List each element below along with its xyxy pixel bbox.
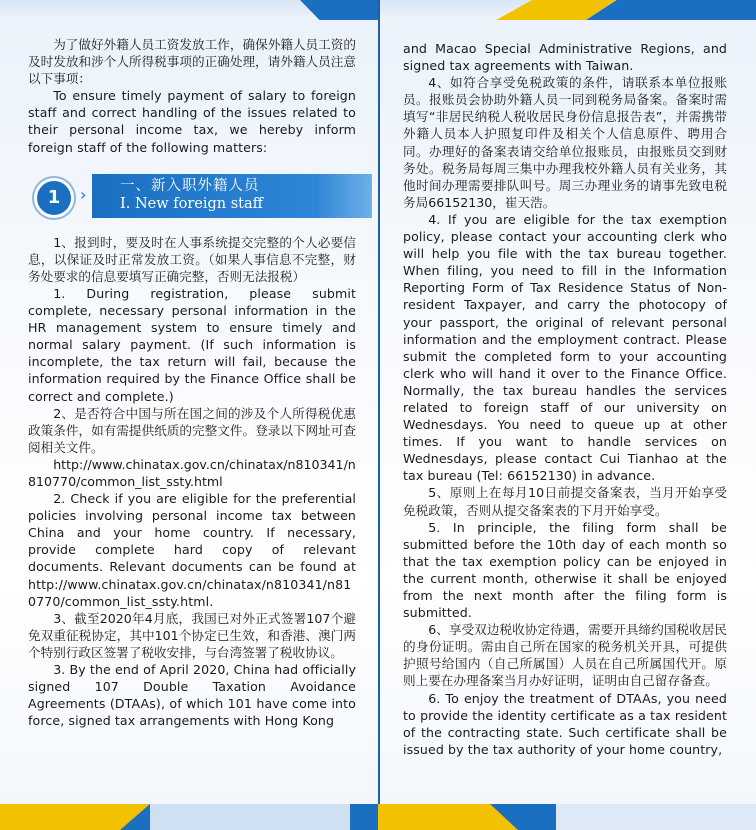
item6-en: 6. To enjoy the treatment of DTAAs, you need to provide the identity certificate as a tax resident of the contracting state. Such certificate shall be issued by the tax authority of your home country, (403, 690, 727, 757)
item4-en: 4. If you are eligible for the tax exemption policy, please contact your accounting clerk who will help you file with the tax bureau together. When filing, you need to fill in the Information Reporting Form of Tax Residence Status of Non-resident Taxpayer, and carry the photocopy of your passport, the original of relevant personal information and the employment contract. Please submit the completed form to your accounting clerk who will hand it over to the Finance Office. Normally, the tax bureau handles the services related to foreign staff of our university on Wednesdays. You need to queue up at other times. If you want to handle services on Wednesdays, please contact Cui Tianhao at the tax bureau (Tel: 66152130) in advance. (403, 211, 727, 484)
item5-en: 5. In principle, the filing form shall be submitted before the 10th day of each month so that the tax exemption policy can be enjoyed in the current month, otherwise it shall be enjoyed from the next month after the filing form is submitted. (403, 519, 727, 621)
center-fold-line (378, 0, 380, 830)
bottom-light-stripe (150, 804, 350, 830)
bottom-yellow-stripe-left (0, 804, 150, 830)
item6-zh: 6、享受双边税收协定待遇，需要开具缔约国税收居民的身份证明。需由自己所在国家的税务机关开具，可提供护照号给国内（自己所属国）人员在自己所属国代开。原则上要在办理备案当月办好证明，证明由自己留存备查。 (403, 622, 727, 689)
section-title-en: I. New foreign staff (120, 195, 263, 212)
item3-zh: 3、截至2020年4月底，我国已对外正式签署107个避免双重征税协定，其中101个协定已生效，和香港、澳门两个特别行政区签署了税收安排，与台湾签署了税收协议。 (28, 610, 356, 660)
item3-en-part2: and Macao Special Administrative Regions, and signed tax agreements with Taiwan. (403, 41, 727, 74)
item2-zh: 2、是否符合中国与所在国之间的涉及个人所得税优惠政策条件，如有需提供纸质的完整文件。登录以下网址可查阅相关文件。 (28, 405, 356, 455)
intro-en: To ensure timely payment of salary to foreign staff and correct handling of the issues related to their personal income tax, we hereby inform foreign staff of the following matters: (28, 88, 356, 155)
top-blue-stripe-left (300, 0, 378, 20)
bottom-yellow-stripe-right (378, 804, 518, 830)
bottom-light-stripe-right (556, 804, 756, 830)
section-title-banner (92, 174, 372, 218)
intro-zh: 为了做好外籍人员工资发放工作，确保外籍人员工资的及时发放和涉个人所得税事项的正确处理，请外籍人员注意以下事项： (28, 37, 356, 87)
item1-en: 1. During registration, please submit complete, necessary personal information in the HR management system to ensure timely and normal salary payment. (If such information is incomplete, the tax return will fail, because the information required by the Finance Office shall be correct and complete.) (28, 285, 356, 404)
section-title-zh: 一、新入职外籍人员 (120, 177, 260, 194)
chevron-right-icon: › (80, 184, 87, 204)
section-number-badge: 1 (34, 178, 74, 218)
item1-zh: 1、报到时，要及时在人事系统提交完整的个人必要信息，以保证及时正常发放工资。（如果人事信息不完整，财务处要求的信息要填写正确完整，否则无法报税） (28, 234, 356, 284)
item5-zh: 5、原则上在每月10日前提交备案表，当月开始享受免税政策，否则从提交备案表的下月开始享受。 (403, 485, 727, 518)
item2-url: http://www.chinatax.gov.cn/chinatax/n810341/n810770/common_list_ssty.html (28, 456, 356, 489)
item2-en: 2. Check if you are eligible for the preferential policies involving personal income tax between China and your home country. If necessary, provide complete hard copy of relevant documents. Relevant documents can be found at http://www.chinatax.gov.cn/chinatax/n810341/n810770/common_list_ssty.html. (28, 491, 356, 609)
item3-en-part1: 3. By the end of April 2020, China had officially signed 107 Double Taxation Avoidance Agreements (DTAAs), of which 101 have come into force, signed tax arrangements with Hong Kong (28, 662, 356, 729)
left-column (28, 36, 356, 729)
right-column (403, 40, 727, 758)
section-header (28, 174, 356, 218)
item4-zh: 4、如符合享受免税政策的条件，请联系本单位报账员。报账员会协助外籍人员一同到税务局备案。备案时需填写“非居民纳税人税收居民身份信息报告表”，并需携带外籍人员本人护照复印件及相关个人信息原件、聘用合同。办理好的备案表请交给单位报账员，由报账员交到财务处。税务局每周三集中办理我校外籍人员有关业务，其他时间办理需要排队叫号。周三办理业务的请事先致电税务局66152130，崔天浩。 (403, 75, 727, 210)
bottom-decorative-band (0, 804, 756, 830)
